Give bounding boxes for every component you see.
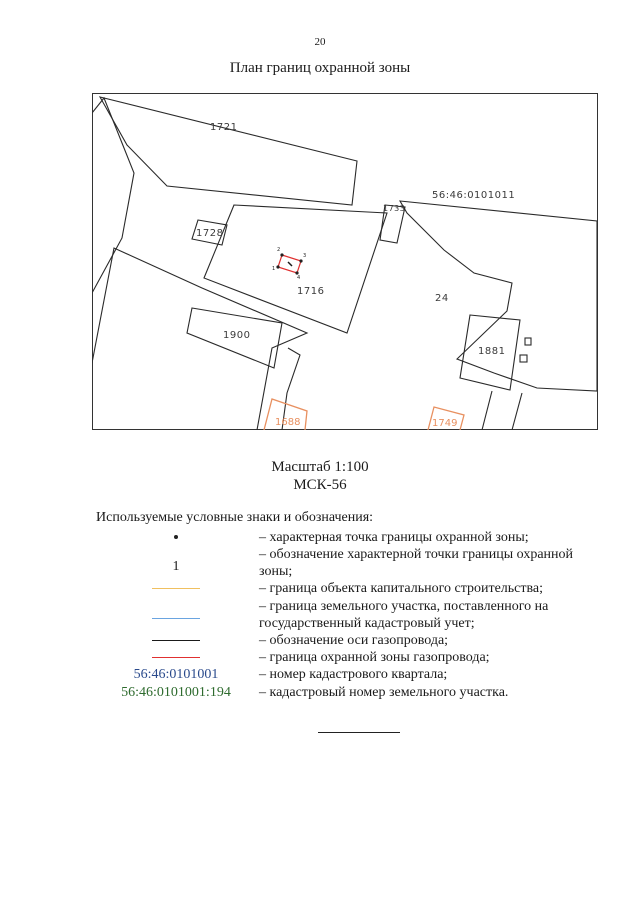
- legend-text: – граница земельного участка, поставленного на государственный кадастровый учет;: [259, 599, 549, 631]
- page-number: 20: [314, 36, 326, 48]
- scale-text: Масштаб 1:100: [271, 459, 369, 475]
- legend-symbol: [96, 632, 256, 641]
- parcel-label: 1733: [383, 204, 406, 213]
- boundary-point: [299, 259, 302, 262]
- gas-pipeline-axis-segment: [288, 262, 292, 266]
- boundary-point: [280, 253, 283, 256]
- page-title: План границ охранной зоны: [229, 60, 411, 76]
- parcel-label: 24: [435, 293, 449, 304]
- building-label: 1749: [432, 418, 458, 429]
- legend-symbol: [96, 529, 256, 539]
- building-label: 1688: [275, 417, 301, 428]
- quarter-number-symbol: 56:46:0101001: [133, 667, 219, 682]
- parcel-boundary-south-west: [92, 248, 307, 430]
- parcel-1716-shape: [204, 205, 387, 333]
- legend-text: – кадастровый номер земельного участка.: [259, 685, 509, 700]
- legend-text: – номер кадастрового квартала;: [259, 667, 448, 682]
- parcel-boundary-south-east-2: [512, 393, 522, 430]
- building-boundary-line-icon: [152, 588, 200, 589]
- parcel-1721-shape: [100, 97, 357, 205]
- point-label: 3: [303, 253, 307, 259]
- gas-pipeline-axis-line-icon: [152, 640, 200, 641]
- parcel-label: 1881: [478, 346, 506, 357]
- legend-text: – граница охранной зоны газопровода;: [259, 650, 490, 665]
- parcel-boundary-line-icon: [152, 618, 200, 619]
- protection-zone-line-icon: [152, 657, 200, 658]
- small-structure-2: [520, 355, 527, 362]
- point-label: 2: [277, 247, 281, 253]
- legend-symbol: [96, 546, 256, 575]
- end-rule: [318, 732, 400, 733]
- legend-text: – обозначение оси газопровода;: [259, 633, 449, 648]
- parcel-number-symbol: 56:46:0101001:194: [121, 685, 231, 700]
- parcel-boundary-west: [92, 98, 134, 293]
- parcel-label: 1900: [223, 330, 251, 341]
- map-border: [93, 94, 598, 430]
- parcel-label: 1721: [210, 122, 238, 133]
- legend-title: Используемые условные знаки и обозначения:: [96, 510, 374, 525]
- point-label: 4: [297, 275, 301, 281]
- legend-symbol: [96, 666, 256, 683]
- point-number-symbol: 1: [172, 559, 180, 574]
- boundary-point: [276, 265, 279, 268]
- crs-text: МСК-56: [293, 477, 347, 493]
- quarter-label: 56:46:0101011: [432, 190, 516, 201]
- parcel-label: 1716: [297, 286, 325, 297]
- parcel-boundary-south-east: [482, 391, 492, 430]
- legend-symbol: [96, 649, 256, 658]
- legend-text: – характерная точка границы охранной зоны;: [259, 530, 529, 545]
- map-drawing: [92, 93, 598, 430]
- legend-symbol: [96, 598, 256, 619]
- parcel-24-shape: [400, 201, 597, 391]
- legend-symbol: [96, 684, 256, 701]
- small-structure-1: [525, 338, 531, 345]
- legend-symbol: [96, 580, 256, 589]
- parcel-label: 1728: [196, 228, 224, 239]
- cadastral-map: [92, 93, 598, 430]
- boundary-point-icon: [174, 535, 178, 539]
- point-label: 1: [272, 266, 276, 272]
- scale-block: [0, 458, 640, 494]
- legend-text: – обозначение характерной точки границы охранной зоны;: [259, 547, 574, 579]
- legend-text: – граница объекта капитального строительства;: [259, 581, 544, 596]
